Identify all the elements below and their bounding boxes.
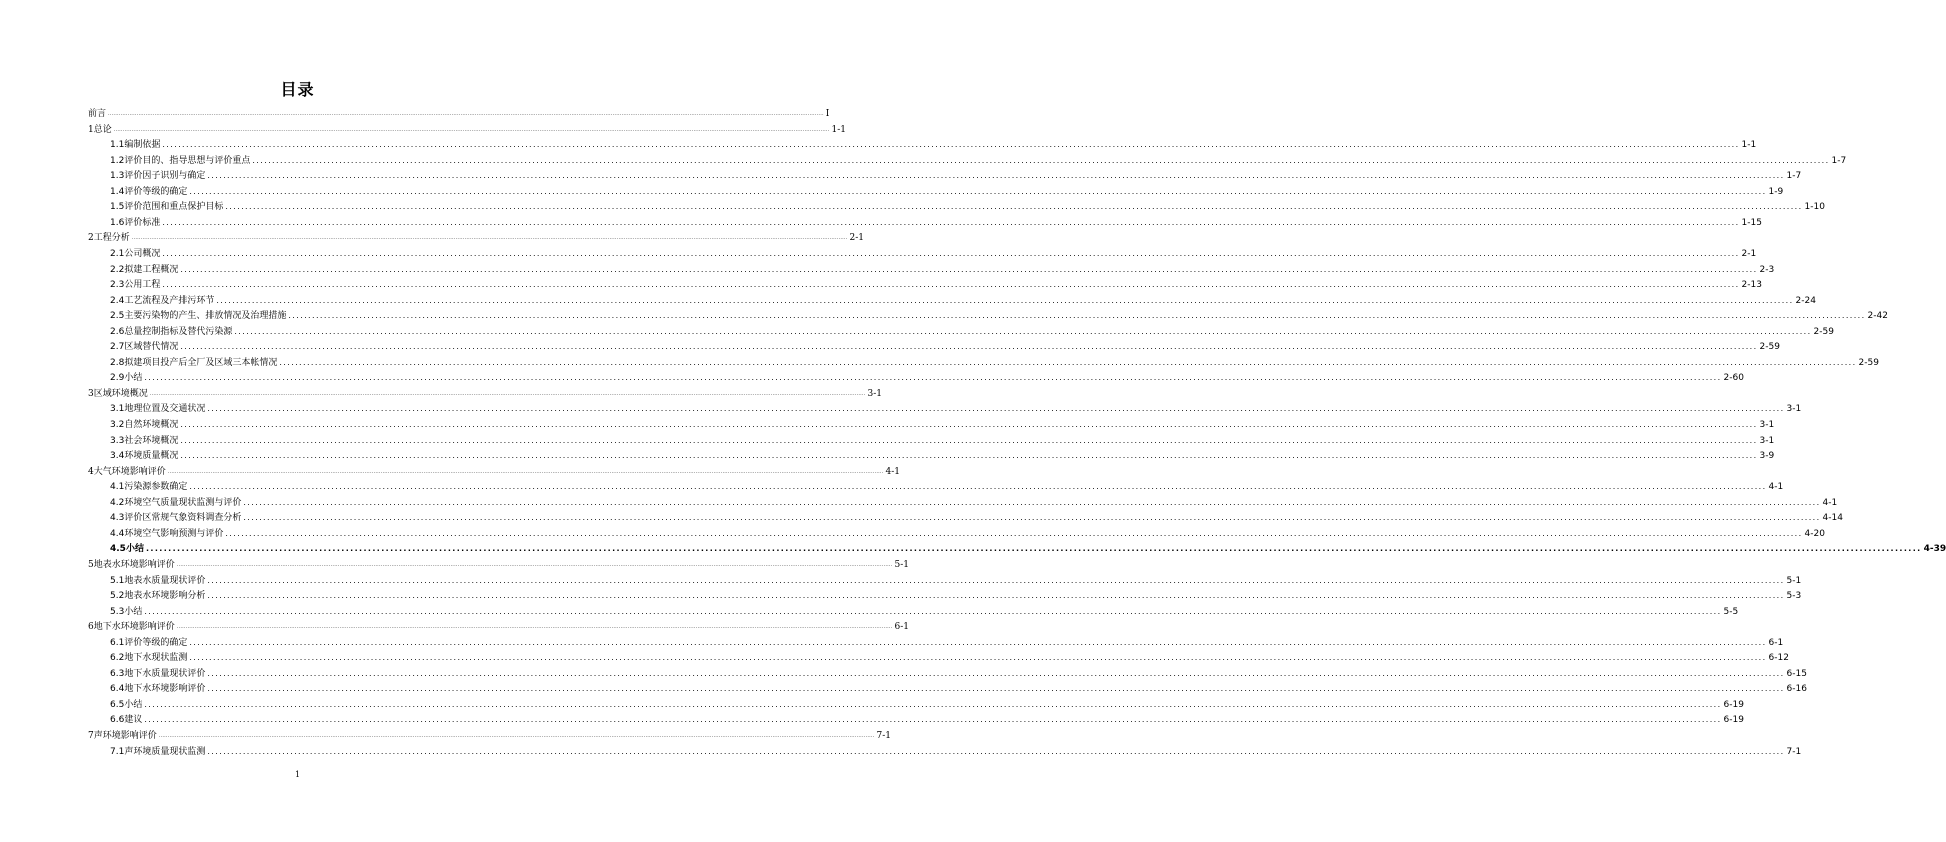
toc-entry-page: 6-1 [1768,637,1784,648]
toc-entry-label: 总论 [93,124,112,135]
toc-entry-number: 2.7 [110,342,125,353]
toc-section-entry[interactable] [110,433,1775,447]
dot-leader: ................................................................................................................................................................................................................................................................................................................................................................................................................ [225,202,1803,212]
toc-section-entry[interactable] [110,541,1946,555]
dot-leader: ................................................................................................................................................................................................................................................................................................................................................................................................................ [176,624,893,631]
toc-section-entry[interactable] [110,510,1843,524]
toc-entry-page: 1-9 [1768,186,1784,197]
dot-leader: ................................................................................................................................................................................................................................................................................................................................................................................................................ [180,451,1758,461]
toc-entry-page: 1-1 [831,124,846,135]
toc-chapter-entry[interactable] [88,386,882,400]
dot-leader: ................................................................................................................................................................................................................................................................................................................................................................................................................ [234,326,1812,336]
toc-entry-number: 5.2 [110,591,125,602]
toc-entry-page: 3-1 [1759,435,1775,446]
toc-entry-page: 2-59 [1858,357,1879,368]
dot-leader: ................................................................................................................................................................................................................................................................................................................................................................................................................ [180,342,1758,352]
toc-entry-page: 3-9 [1759,451,1775,462]
toc-entry-page: 4-1 [1822,497,1838,508]
toc-entry-page: 4-20 [1804,528,1825,539]
toc-entry-page: 2-60 [1723,373,1744,384]
toc-entry-label: 公司概况 [124,248,161,259]
toc-entry-page: 7-1 [1786,746,1802,757]
toc-entry-page: 6-16 [1786,684,1807,695]
toc-entry-number: 1.6 [110,217,125,228]
dot-leader: ................................................................................................................................................................................................................................................................................................................................................................................................................ [243,497,1821,507]
dot-leader: ................................................................................................................................................................................................................................................................................................................................................................................................................ [207,684,1785,694]
dot-leader: ................................................................................................................................................................................................................................................................................................................................................................................................................ [149,390,866,397]
toc-section-entry[interactable] [110,666,1807,680]
toc-entry-page: 2-13 [1741,280,1762,291]
toc-entry-page: 1-7 [1786,171,1802,182]
dot-leader: ................................................................................................................................................................................................................................................................................................................................................................................................................ [144,699,1722,709]
toc-section-entry[interactable] [110,588,1802,602]
toc-entry-number: 2.8 [110,357,125,368]
dot-leader: ................................................................................................................................................................................................................................................................................................................................................................................................................ [189,482,1767,492]
dot-leader: ................................................................................................................................................................................................................................................................................................................................................................................................................ [243,513,1821,523]
toc-entry-number: 6.6 [110,715,125,726]
toc-chapter-entry[interactable] [88,619,909,633]
toc-section-entry[interactable] [110,681,1807,695]
toc-title: 目录 [280,80,315,99]
toc-entry-page: 5-5 [1723,606,1739,617]
toc-entry-page: 6-19 [1723,715,1744,726]
toc-entry-number: 3.2 [110,420,125,430]
toc-section-entry[interactable] [110,153,1847,167]
dot-leader: ................................................................................................................................................................................................................................................................................................................................................................................................................ [162,280,1740,290]
toc-entry-label: 评价等级的确定 [124,637,188,648]
toc-entry-number: 4.5 [110,544,126,555]
toc-chapter-entry[interactable] [88,464,900,478]
toc-entry-number: 7 [88,731,94,741]
dot-leader: ................................................................................................................................................................................................................................................................................................................................................................................................................ [288,311,1866,321]
toc-entry-page: 3-1 [1759,420,1775,430]
toc-entry-label: 评价范围和重点保护目标 [124,202,224,213]
toc-entry-label: 自然环境概况 [124,420,179,430]
toc-entry-number: 2.4 [110,295,125,306]
toc-section-entry[interactable] [110,448,1775,462]
toc-section-entry[interactable] [110,744,1802,758]
toc-entry-page: 3-1 [1786,404,1802,415]
toc-entry-label: 地表水环境影响评价 [93,559,175,570]
toc-entry-label: 环境空气质量现状监测与评价 [124,497,242,508]
toc-section-entry[interactable] [110,215,1762,229]
toc-entry-label: 地下水现状监测 [124,653,188,664]
toc-entry-page: 2-1 [849,233,864,244]
toc-section-entry[interactable] [110,650,1789,664]
toc-entry-number: 4.2 [110,497,125,508]
toc-section-entry[interactable] [110,199,1825,213]
toc-entry-label: 言 [97,109,107,119]
toc-entry-page: 2-24 [1795,295,1816,306]
dot-leader: ................................................................................................................................................................................................................................................................................................................................................................................................................ [180,435,1758,445]
dot-leader: ................................................................................................................................................................................................................................................................................................................................................................................................................ [189,186,1767,196]
toc-entry-label: 拟建项目投产后全厂及区域三本帐情况 [124,357,278,368]
toc-entry-label: 评价区常规气象资料调查分析 [124,513,242,524]
toc-chapter-entry[interactable] [88,106,830,120]
toc-entry-number: 6.1 [110,637,125,648]
toc-entry-page: 6-12 [1768,653,1789,664]
toc-section-entry[interactable] [110,277,1762,291]
toc-entry-label: 评价目的、指导思想与评价重点 [124,155,251,166]
toc-entry-label: 地下水环境影响评价 [124,684,206,695]
toc-entry-number: 1.5 [110,202,125,213]
toc-entry-page: 2-1 [1741,248,1757,259]
toc-entry-page: 1-7 [1831,155,1847,166]
toc-entry-number: 5 [88,559,94,570]
toc-entry-label: 编制依据 [124,140,161,151]
toc-section-entry[interactable] [110,697,1744,711]
toc-section-entry[interactable] [110,324,1834,338]
dot-leader: ................................................................................................................................................................................................................................................................................................................................................................................................................ [162,140,1740,150]
dot-leader: ................................................................................................................................................................................................................................................................................................................................................................................................................ [189,637,1767,647]
toc-entry-page: 6-1 [894,622,909,633]
toc-entry-number: 6 [88,622,94,633]
toc-entry-page: 7-1 [876,731,891,741]
toc-entry-number: 1.1 [110,140,125,151]
toc-entry-number: 4.3 [110,513,125,524]
toc-entry-number: 2 [88,233,94,244]
toc-section-entry[interactable] [110,495,1838,509]
dot-leader: ................................................................................................................................................................................................................................................................................................................................................................................................................ [207,404,1785,414]
toc-entry-number: 2.6 [110,326,125,337]
toc-entry-number: 前 [88,109,98,119]
toc-entry-page: 2-59 [1813,326,1834,337]
dot-leader: ................................................................................................................................................................................................................................................................................................................................................................................................................ [145,544,1922,554]
toc-entry-label: 小结 [124,606,143,617]
dot-leader: ................................................................................................................................................................................................................................................................................................................................................................................................................ [189,653,1767,663]
toc-entry-label: 社会环境概况 [124,435,179,446]
toc-entry-page: I [825,109,830,119]
toc-entry-page: 4-1 [1768,482,1784,493]
toc-chapter-entry[interactable] [88,557,909,571]
toc-entry-number: 1.4 [110,186,125,197]
dot-leader: ................................................................................................................................................................................................................................................................................................................................................................................................................ [180,264,1758,274]
toc-entry-number: 2.2 [110,264,125,275]
dot-leader: ................................................................................................................................................................................................................................................................................................................................................................................................................ [144,606,1722,616]
toc-entry-page: 6-19 [1723,699,1744,710]
dot-leader: ................................................................................................................................................................................................................................................................................................................................................................................................................ [180,420,1758,429]
toc-entry-page: 1-10 [1804,202,1825,213]
dot-leader: ................................................................................................................................................................................................................................................................................................................................................................................................................ [162,248,1740,258]
toc-section-entry[interactable] [110,635,1784,649]
dot-leader: ................................................................................................................................................................................................................................................................................................................................................................................................................ [279,357,1857,367]
toc-entry-label: 大气环境影响评价 [93,466,166,477]
toc-section-entry[interactable] [110,479,1784,493]
toc-entry-label: 环境质量概况 [124,451,179,462]
toc-entry-label: 地下水质量现状评价 [124,668,206,679]
toc-section-entry[interactable] [110,604,1739,618]
toc-section-entry[interactable] [110,712,1744,726]
toc-entry-label: 污染源参数确定 [124,482,188,493]
toc-entry-label: 地下水环境影响评价 [93,622,175,633]
toc-entry-number: 3.1 [110,404,125,415]
dot-leader: ................................................................................................................................................................................................................................................................................................................................................................................................................ [144,715,1722,725]
toc-section-entry[interactable] [110,573,1802,587]
toc-entry-label: 区域替代情况 [124,342,179,353]
toc-section-entry[interactable] [110,308,1888,322]
toc-entry-number: 1 [88,124,94,135]
toc-entry-label: 工程分析 [93,233,130,244]
toc-entry-page: 2-59 [1759,342,1780,353]
toc-entry-label: 建议 [124,715,143,726]
toc-entry-label: 拟建工程概况 [124,264,179,275]
toc-section-entry[interactable] [110,168,1802,182]
toc-entry-label: 小结 [124,699,143,710]
toc-entry-number: 4 [88,466,94,477]
toc-entry-number: 6.2 [110,653,125,664]
toc-entry-number: 1.3 [110,171,125,182]
toc-entry-page: 1-1 [1741,140,1757,151]
dot-leader: ................................................................................................................................................................................................................................................................................................................................................................................................................ [207,575,1785,585]
toc-section-entry[interactable] [110,246,1757,260]
toc-entry-label: 地表水质量现状评价 [124,575,206,586]
toc-entry-page: 4-1 [885,466,900,477]
toc-entry-label: 声环境影响评价 [93,731,157,741]
toc-entry-page: 5-1 [894,559,909,570]
toc-entry-number: 2.1 [110,248,125,259]
toc-entry-number: 5.1 [110,575,125,586]
toc-entry-label: 评价标准 [124,217,161,228]
dot-leader: ................................................................................................................................................................................................................................................................................................................................................................................................................ [131,235,848,242]
toc-section-entry[interactable] [110,184,1784,198]
dot-leader: ................................................................................................................................................................................................................................................................................................................................................................................................................ [207,746,1785,756]
toc-entry-number: 3 [88,388,94,399]
toc-entry-page: 2-3 [1759,264,1775,275]
toc-section-entry[interactable] [110,526,1825,540]
dot-leader: ................................................................................................................................................................................................................................................................................................................................................................................................................ [108,111,824,117]
toc-entry-page: 5-1 [1786,575,1802,586]
toc-entry-page: 1-15 [1741,217,1762,228]
toc-section-entry[interactable] [110,293,1816,307]
toc-entry-number: 2.9 [110,373,125,384]
dot-leader: ................................................................................................................................................................................................................................................................................................................................................................................................................ [144,373,1722,383]
toc-entry-number: 4.4 [110,528,125,539]
toc-entry-number: 6.5 [110,699,125,710]
toc-entry-number: 3.4 [110,451,125,462]
toc-entry-label: 地表水环境影响分析 [124,591,206,602]
toc-entry-page: 6-15 [1786,668,1807,679]
dot-leader: ................................................................................................................................................................................................................................................................................................................................................................................................................ [176,561,893,568]
toc-entry-label: 地理位置及交通状况 [124,404,206,415]
toc-section-entry[interactable] [110,355,1879,369]
toc-entry-number: 1.2 [110,155,125,166]
toc-entry-number: 3.3 [110,435,125,446]
dot-leader: ................................................................................................................................................................................................................................................................................................................................................................................................................ [207,668,1785,678]
toc-entry-page: 5-3 [1786,591,1802,602]
toc-entry-number: 2.5 [110,311,125,322]
dot-leader: ................................................................................................................................................................................................................................................................................................................................................................................................................ [158,733,875,739]
toc-entry-number: 6.4 [110,684,125,695]
toc-entry-number: 5.3 [110,606,125,617]
toc-chapter-entry[interactable] [88,230,864,244]
toc-entry-label: 评价因子识别与确定 [124,171,206,182]
toc-entry-number: 4.1 [110,482,125,493]
toc-entry-number: 7.1 [110,746,125,757]
toc-entry-label: 小结 [125,544,144,555]
toc-entry-page: 4-39 [1923,544,1946,555]
toc-entry-label: 总量控制指标及替代污染源 [124,326,233,337]
toc-chapter-entry[interactable] [88,122,846,136]
toc-entry-label: 环境空气影响预测与评价 [124,528,224,539]
dot-leader: ................................................................................................................................................................................................................................................................................................................................................................................................................ [207,591,1785,601]
dot-leader: ................................................................................................................................................................................................................................................................................................................................................................................................................ [162,217,1740,227]
toc-entry-label: 评价等级的确定 [124,186,188,197]
dot-leader: ................................................................................................................................................................................................................................................................................................................................................................................................................ [207,171,1785,181]
toc-section-entry[interactable] [110,370,1744,384]
toc-entry-number: 2.3 [110,280,125,291]
toc-section-entry[interactable] [110,339,1780,353]
toc-entry-page: 2-42 [1867,311,1888,322]
toc-entry-label: 声环境质量现状监测 [124,746,206,757]
toc-entry-label: 小结 [124,373,143,384]
toc-chapter-entry[interactable] [88,728,891,742]
toc-section-entry[interactable] [110,401,1802,415]
dot-leader: ................................................................................................................................................................................................................................................................................................................................................................................................................ [252,155,1830,165]
toc-section-entry[interactable] [110,137,1757,151]
dot-leader: ................................................................................................................................................................................................................................................................................................................................................................................................................ [216,295,1794,305]
toc-entry-label: 工艺流程及产排污环节 [124,295,215,306]
dot-leader: ................................................................................................................................................................................................................................................................................................................................................................................................................ [225,528,1803,538]
toc-entry-label: 公用工程 [124,280,161,291]
page-number: 1 [294,770,301,779]
dot-leader: ................................................................................................................................................................................................................................................................................................................................................................................................................ [113,126,830,133]
dot-leader: ................................................................................................................................................................................................................................................................................................................................................................................................................ [167,468,884,475]
toc-entry-page: 3-1 [867,388,882,399]
toc-entry-page: 4-14 [1822,513,1843,524]
toc-section-entry[interactable] [110,417,1775,431]
toc-entry-label: 主要污染物的产生、排放情况及治理措施 [124,311,287,322]
toc-section-entry[interactable] [110,262,1775,276]
toc-entry-label: 区域环境概况 [93,388,148,399]
toc-entry-number: 6.3 [110,668,125,679]
